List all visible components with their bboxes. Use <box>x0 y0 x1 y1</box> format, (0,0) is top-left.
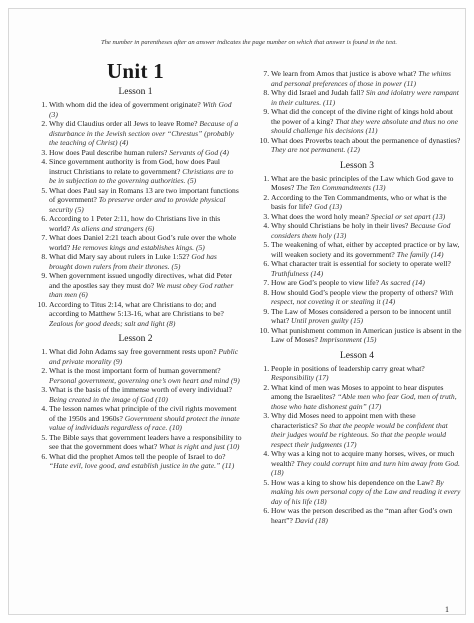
question-item <box>49 148 242 158</box>
question-text: Since government authority is from God, how does Paul instruct Christians to relate to government? <box>49 157 221 176</box>
question-text: What did John Adams say free government rests upon? <box>49 347 219 356</box>
question-text: How should God’s people view the property of others? <box>271 287 440 297</box>
question-item <box>49 157 242 186</box>
question-item <box>271 212 463 222</box>
answer-text: Public and private morality (9) <box>49 347 239 366</box>
answer-text: Zealous for good deeds; salt and light (8) <box>49 318 176 328</box>
question-text: Why should Christians be holy in their lives? <box>271 221 411 230</box>
answer-text: So that the people would be confident that their judges would be righteous. So that the people would respect their judgments (17) <box>271 420 448 449</box>
question-text: What did Mary say about rulers in Luke 1:52? <box>49 252 192 261</box>
question-text: What character trait is essential for society to operate well? <box>271 259 451 268</box>
unit-title: Unit 1 <box>106 59 165 83</box>
answer-text: The Ten Commandments (13) <box>296 183 386 192</box>
question-text: The Bible says that government leaders have a responsibility to see that the government does what? <box>49 432 242 451</box>
answer-text: We must obey God rather than men (6) <box>49 280 234 299</box>
question-item <box>271 221 463 240</box>
question-item <box>49 186 242 215</box>
question-text: The Law of Moses considered a person to be innocent until what? <box>271 306 452 325</box>
question-item <box>49 366 242 385</box>
answer-text: The family (14) <box>396 249 444 259</box>
question-item <box>271 449 463 478</box>
question-text: According to the Ten Commandments, who or what is the basis for life? <box>271 192 447 211</box>
question-text: How was the person described as the “man after God’s own heart”? <box>271 506 453 525</box>
question-item <box>271 307 463 326</box>
question-item <box>49 385 242 404</box>
question-text: How are God’s people to view life? <box>271 278 381 287</box>
question-item <box>271 383 463 412</box>
question-text: We learn from Amos that justice is above what? <box>271 69 419 78</box>
answer-text: David (18) <box>294 515 328 525</box>
answer-text: The whims and personal preferences of those in power (11) <box>271 69 451 88</box>
question-item <box>271 288 463 307</box>
page-number: 1 <box>445 605 449 614</box>
lesson-2-title: Lesson 2 <box>118 334 153 344</box>
question-item <box>271 364 463 383</box>
question-text: How does Paul describe human rulers? <box>49 147 170 157</box>
question-text: What does Proverbs teach about the permanence of dynasties? <box>271 135 461 145</box>
question-text: Why did Moses need to appoint men with these characteristics? <box>271 411 416 430</box>
question-text: What is the most important form of human government? <box>49 366 221 375</box>
question-text: With whom did the idea of government originate? <box>49 100 203 109</box>
lesson-3-title: Lesson 3 <box>339 160 375 171</box>
answer-text: Responsibility (17) <box>271 373 329 382</box>
question-text: The lesson names what principle of the civil rights movement of the 1950s and 1960s? <box>49 404 237 423</box>
question-item <box>271 69 463 88</box>
answer-text: To preserve order and to provide physical security (5) <box>49 195 226 214</box>
question-text: According to 1 Peter 2:11, how do Christians live in this world? <box>49 214 221 233</box>
question-item <box>271 193 463 212</box>
question-item <box>49 233 242 252</box>
question-item <box>271 506 463 525</box>
question-item <box>49 300 242 329</box>
answer-text: “Hate evil, love good, and establish justice in the gate.” (11) <box>49 461 235 470</box>
question-text: What did the concept of the divine right of kings hold about the power of a king? <box>271 107 453 126</box>
answer-text: What is right and just (10) <box>159 442 240 451</box>
question-text: What does Paul say in Romans 13 are two important functions of government? <box>49 185 239 204</box>
answer-text: They could corrupt him and turn him away from God. (18) <box>271 458 460 477</box>
answer-text: Because God considers them holy (13) <box>271 221 451 240</box>
workbook-page <box>8 8 466 615</box>
answer-text: Personal government, governing one’s own heart and mind (9) <box>49 375 240 385</box>
question-text: What does the word holy mean? <box>271 211 371 221</box>
answer-text: Sin and idolatry were rampant in their cultures. (11) <box>271 88 459 107</box>
answer-text: Truthfulness (14) <box>271 268 324 278</box>
question-text: What did the prophet Amos tell the people of Israel to do? <box>49 451 226 461</box>
question-item <box>271 326 463 345</box>
question-text: The weakening of what, either by accepted practice or by law, will weaken society and its government? <box>271 240 460 259</box>
right-column <box>251 69 463 525</box>
answer-text: They are not permanent. (12) <box>271 145 360 154</box>
question-item <box>271 478 463 507</box>
question-text: What kind of men was Moses to appoint to hear disputes among the Israelites? <box>271 382 444 401</box>
question-item <box>271 411 463 449</box>
lesson-1-questions <box>29 100 242 328</box>
answer-text: Christians are to be in subjection to the governing authorities. (5) <box>49 166 234 185</box>
question-item <box>271 107 463 136</box>
question-item <box>49 100 242 119</box>
answer-text: He removes kings and establishes kings. (5) <box>72 242 205 252</box>
question-item <box>49 404 242 433</box>
answer-text: As aliens and strangers (6) <box>72 223 155 233</box>
answer-text: God has brought down rulers from their thrones. (5) <box>49 252 217 271</box>
question-item <box>271 88 463 107</box>
answer-text: Servants of God (4) <box>169 147 229 157</box>
answer-text: God (13) <box>314 202 342 211</box>
left-column <box>29 55 242 471</box>
answer-text: As sacred (14) <box>380 278 425 287</box>
question-text: Why was a king not to acquire many horses, wives, or much wealth? <box>271 449 455 468</box>
answer-text: By making his own personal copy of the Law and reading it every day of his life (18) <box>271 477 461 506</box>
answer-text: Imprisonment (15) <box>319 335 377 344</box>
lesson-4-questions <box>251 364 463 526</box>
question-item <box>271 174 463 193</box>
question-item <box>49 252 242 271</box>
question-text: What are the basic principles of the Law which God gave to Moses? <box>271 173 454 192</box>
page-note: The number in parentheses after an answer indicates the page number on which that answer is found in the text. <box>100 39 398 46</box>
lesson-2-questions-continued <box>251 69 463 155</box>
question-item <box>49 119 242 148</box>
question-item <box>271 259 463 278</box>
question-text: What does Daniel 2:21 teach about God’s rule over the whole world? <box>49 233 237 252</box>
answer-text: With God (3) <box>49 100 232 119</box>
answer-text: Until proven guilty (15) <box>291 316 364 325</box>
question-item <box>271 278 463 288</box>
question-text: According to Titus 2:14, what are Christians to do; and according to Matthew 5:13-16, what are Christians to be? <box>49 299 224 318</box>
question-text: Why did Israel and Judah fall? <box>271 88 366 97</box>
question-text: When government issued ungodly directives, what did Peter and the apostles say they must do? <box>49 271 233 290</box>
question-item <box>271 136 463 155</box>
question-text: How was a king to show his dependence on the Law? <box>271 477 436 487</box>
question-text: People in positions of leadership carry great what? <box>271 363 425 373</box>
question-item <box>49 271 242 300</box>
lesson-2-questions <box>29 347 242 471</box>
answer-text: Being created in the image of God (10) <box>49 394 168 404</box>
lesson-3-questions <box>251 174 463 345</box>
question-text: Why did Claudius order all Jews to leave Rome? <box>49 119 200 128</box>
question-item <box>49 214 242 233</box>
question-item <box>49 433 242 452</box>
lesson-4-title: Lesson 4 <box>339 350 375 361</box>
answer-text: Special or set apart (13) <box>370 211 446 221</box>
answer-text: Government should protect the innate value of individuals regardless of race. (10) <box>49 413 240 432</box>
question-text: What is the basis of the immense worth of every individual? <box>49 385 233 394</box>
answer-text: That they were absolute and thus no one should challenge his decisions (11) <box>271 116 459 135</box>
answer-text: Because of a disturbance in the Jewish section over “Chrestus” (probably the teaching of Christ) (4) <box>49 119 239 147</box>
question-text: What punishment common in American justice is absent in the Law of Moses? <box>271 325 462 344</box>
question-item <box>271 240 463 259</box>
question-item <box>49 452 242 471</box>
lesson-1-title: Lesson 1 <box>118 87 153 97</box>
answer-text: With respect, not coveting it or stealing it (14) <box>271 287 454 306</box>
question-item <box>49 347 242 366</box>
answer-text: “Able men who fear God, men of truth, those who hate dishonest gain” (17) <box>271 392 457 411</box>
